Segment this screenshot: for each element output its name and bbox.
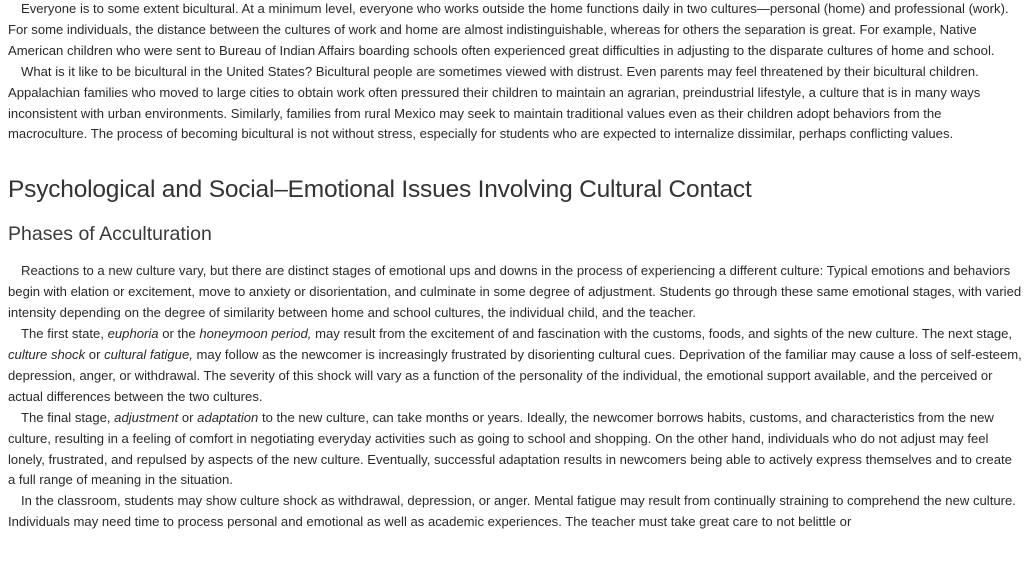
text-run: The final stage, (21, 409, 115, 425)
text-run: or (178, 409, 198, 425)
text-run: to the new culture, can take months or years. Ideally, the newcomer borrows habits, customs, and characteristics from the new culture, resulting in a feeling of comfort in negotiating everyday activities such as going to school and shopping. On the other hand, individuals who do not adjust may feel lonely, frustrated, and repulsed by aspects of the new culture. Eventually, successful adaptation results in newcomers being able to actively express themselves and to create a full range of meaning in the situation. (8, 409, 1012, 488)
text-run: or the (158, 326, 200, 342)
paragraph-reactions: Reactions to a new culture vary, but there are distinct stages of emotional ups and downs in the process of experiencing a different culture: Typical emotions and behaviors begin with elation or excitement, move to anxiety or disorientation, and culminate in some degree of adjustment. Students go through these same emotional stages, with varied intensity depending on the degree of similarity between home and school cultures, the individual child, and the teacher. (8, 263, 1022, 321)
term-culture-shock: culture shock (8, 346, 86, 362)
paragraph-biculturalism-intro: Everyone is to some extent bicultural. At a minimum level, everyone who works outside the home functions daily in two cultures—personal (home) and professional (work). For some individuals, the distance between the cultures of work and home are almost indistinguishable, whereas for others the separation is great. For example, Native American children who were sent to Bureau of Indian Affairs boarding schools often experienced great difficulties in adjusting to the disparate cultures of home and school. (8, 1, 1009, 58)
text-run: may result from the excitement of and fascination with the customs, foods, and sights of the new culture. The next stage, (311, 326, 1013, 342)
paragraph-classroom: In the classroom, students may show culture shock as withdrawal, depression, or anger. Mental fatigue may result from continually straining to comprehend the new culture. Individuals may need time to process personal and emotional as well as academic experiences. The teacher must take great care to not belittle or (8, 493, 1016, 530)
term-adaptation: adaptation (197, 409, 259, 425)
paragraph-bicultural-us: What is it like to be bicultural in the United States? Bicultural people are sometimes viewed with distrust. Even parents may feel threatened by their bicultural children. Appalachian families who moved to large cities to obtain work often pressured their children to maintain an agrarian, preindustrial lifestyle, a culture that is in many ways inconsistent with urban environments. Similarly, families from rural Mexico may seek to maintain traditional values even as their children adopt behaviors from the macroculture. The process of becoming bicultural is not without stress, especially for students who are expected to internalize dissimilar, perhaps conflicting values. (8, 63, 981, 142)
document-page (8, 0, 1022, 533)
term-honeymoon-period: honeymoon period, (199, 326, 312, 342)
section-heading-main: Psychological and Social–Emotional Issues Involving Cultural Contact (8, 176, 752, 204)
term-euphoria: euphoria (107, 326, 159, 342)
text-run: may follow as the newcomer is increasingly frustrated by disorienting cultural cues. Deprivation of the familiar may cause a loss of self-esteem, depression, anger, or withdrawal. The severity of this shock will vary as a function of the personality of the individual, the emotional support available, and the perceived or actual differences between the two cultures. (8, 346, 1022, 404)
term-cultural-fatigue: cultural fatigue, (104, 346, 193, 362)
text-run: or (85, 346, 105, 362)
subsection-heading-acculturation: Phases of Acculturation (8, 223, 212, 246)
term-adjustment: adjustment (114, 409, 179, 425)
paragraph-first-state (8, 324, 1022, 408)
paragraph-final-stage (8, 408, 1022, 492)
text-run: The first state, (21, 326, 108, 342)
